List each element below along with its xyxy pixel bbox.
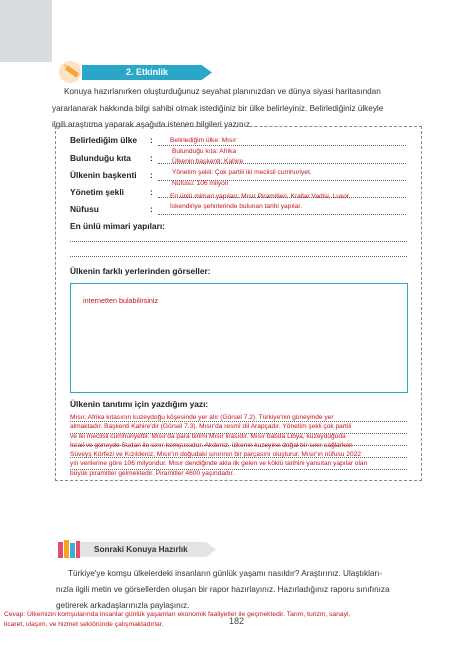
activity-header <box>58 60 208 82</box>
answer-country: Belirlediğim ülke: Mısır <box>170 137 237 144</box>
pencil-icon <box>58 60 84 84</box>
colon: : <box>150 135 153 145</box>
label-population: Nüfusu <box>70 204 99 214</box>
next-topic-title: Sonraki Konuya Hazırlık <box>94 545 188 554</box>
colon: : <box>150 170 153 180</box>
answer-line <box>158 145 406 146</box>
photos-box <box>70 283 408 393</box>
promo-line: Mısır, Afrika kıtasının kuzeydoğu köşesinde yer alır (Görsel 7.2). Türkiye'nin güneyinde yer <box>70 414 334 421</box>
answer-population: Nüfusu: 106 milyon <box>172 180 229 187</box>
answer-government: Yönetim şekli: Çok partili iki meclisli cumhuriyet. <box>172 169 312 176</box>
promo-line: büyük piramitler gelmektedir. Piramitler 4600 yaşındadır. <box>70 469 235 477</box>
answer-capital: Ülkenin başkenti: Kahire <box>172 158 244 165</box>
promo-answer <box>70 413 413 478</box>
label-continent: Bulunduğu kıta <box>70 153 131 163</box>
next-line: getirerek arkadaşlarınızla paylaşınız. <box>56 601 190 611</box>
label-capital: Ülkenin başkenti <box>70 170 137 180</box>
answer-continent: Bulunduğu kıta: Afrika <box>172 148 237 155</box>
colon: : <box>150 187 153 197</box>
label-government: Yönetim şekli <box>70 187 124 197</box>
intro-line: ilgili araştırma yaparak aşağıda istenen bilgileri yazınız. <box>52 120 253 129</box>
answer-line <box>70 256 407 257</box>
colon: : <box>150 204 153 214</box>
answer-line <box>70 241 407 242</box>
promo-line: İsrail ve güneyde Sudan ile sınır komşusudur. Akdeniz, ülkenin kuzeyine doğal bir sınır sağlarken <box>70 441 353 449</box>
photos-answer: internetten bulabilirsiniz <box>83 296 159 305</box>
answer-note-line: ticaret, ulaşım, ve hizmet sektöründe çalışmaktadırlar. <box>4 621 164 628</box>
label-photos: Ülkenin farklı yerlerinden görseller: <box>70 266 211 276</box>
page-number: 182 <box>229 616 245 626</box>
next-line: nızla ilgili metin ve görsellerden oluşan bir rapor hazırlayınız. Hazırladığınız raporu sınıfınıza <box>56 585 390 595</box>
intro-line: yararlanarak hakkında bilgi sahibi olmak istediğiniz bir ülke belirleyiniz. Belirlediğiniz ülkeyle <box>52 103 384 113</box>
colon: : <box>150 153 153 163</box>
next-topic-text <box>56 566 421 615</box>
answer-line <box>158 214 406 215</box>
activity-title: 2. Etkinlik <box>126 67 169 77</box>
label-country: Belirlediğim ülke <box>70 135 138 145</box>
corner-tab <box>0 0 52 62</box>
promo-line: almaktadır. Başkenti Kahire'dir (Görsel 7.3). Mısır'da resmî dil Arapçadır. Yönetim şekli çok partili <box>70 423 352 431</box>
next-line: Türkiye'ye komşu ülkelerdeki insanların günlük yaşamı nasıldır? Araştırınız. Ulaştıkları- <box>68 569 383 578</box>
label-promo: Ülkenin tanıtımı için yazdığım yazı: <box>70 399 209 409</box>
books-icon <box>56 538 82 560</box>
intro-line: Konuya hazırlanırken oluşturduğunuz seyahat planınızdan ve dünya siyasi haritasından <box>64 87 381 96</box>
answer-architecture: En ünlü mimari yapıları: Mısır Piramitleri, Krallar Vadisi, Luxor, <box>170 193 351 200</box>
answer-note-line: Cevap: Ülkemizin komşularında insanlar günlük yaşamları ekonomik faaliyetler ile geçmektedir. Tarım, turizm, sanayi, <box>4 611 351 618</box>
promo-line: Süveyş Körfezi ve Kızıldeniz, Mısır'ın doğudaki sınırının bir parçasını oluşturur. Mısır'ın nüfusu 2022 <box>70 451 361 459</box>
promo-line: yılı verilerine göre 106 milyondur. Mısır dendiğinde akla ilk gelen ve köklü tarihini yansıtan yapılar olan <box>70 460 368 468</box>
promo-line: ve iki meclisli cumhuriyettir. Mısır'da para birimi Mısır lirasıdır. Mısır batıda Libya, kuzeydoğuda <box>70 432 346 440</box>
next-topic-header <box>56 538 216 560</box>
answer-architecture: İskendiriye şehirlerinde bulunan tarihi yapılar. <box>170 203 302 210</box>
label-architecture: En ünlü mimari yapıları: <box>70 221 165 231</box>
